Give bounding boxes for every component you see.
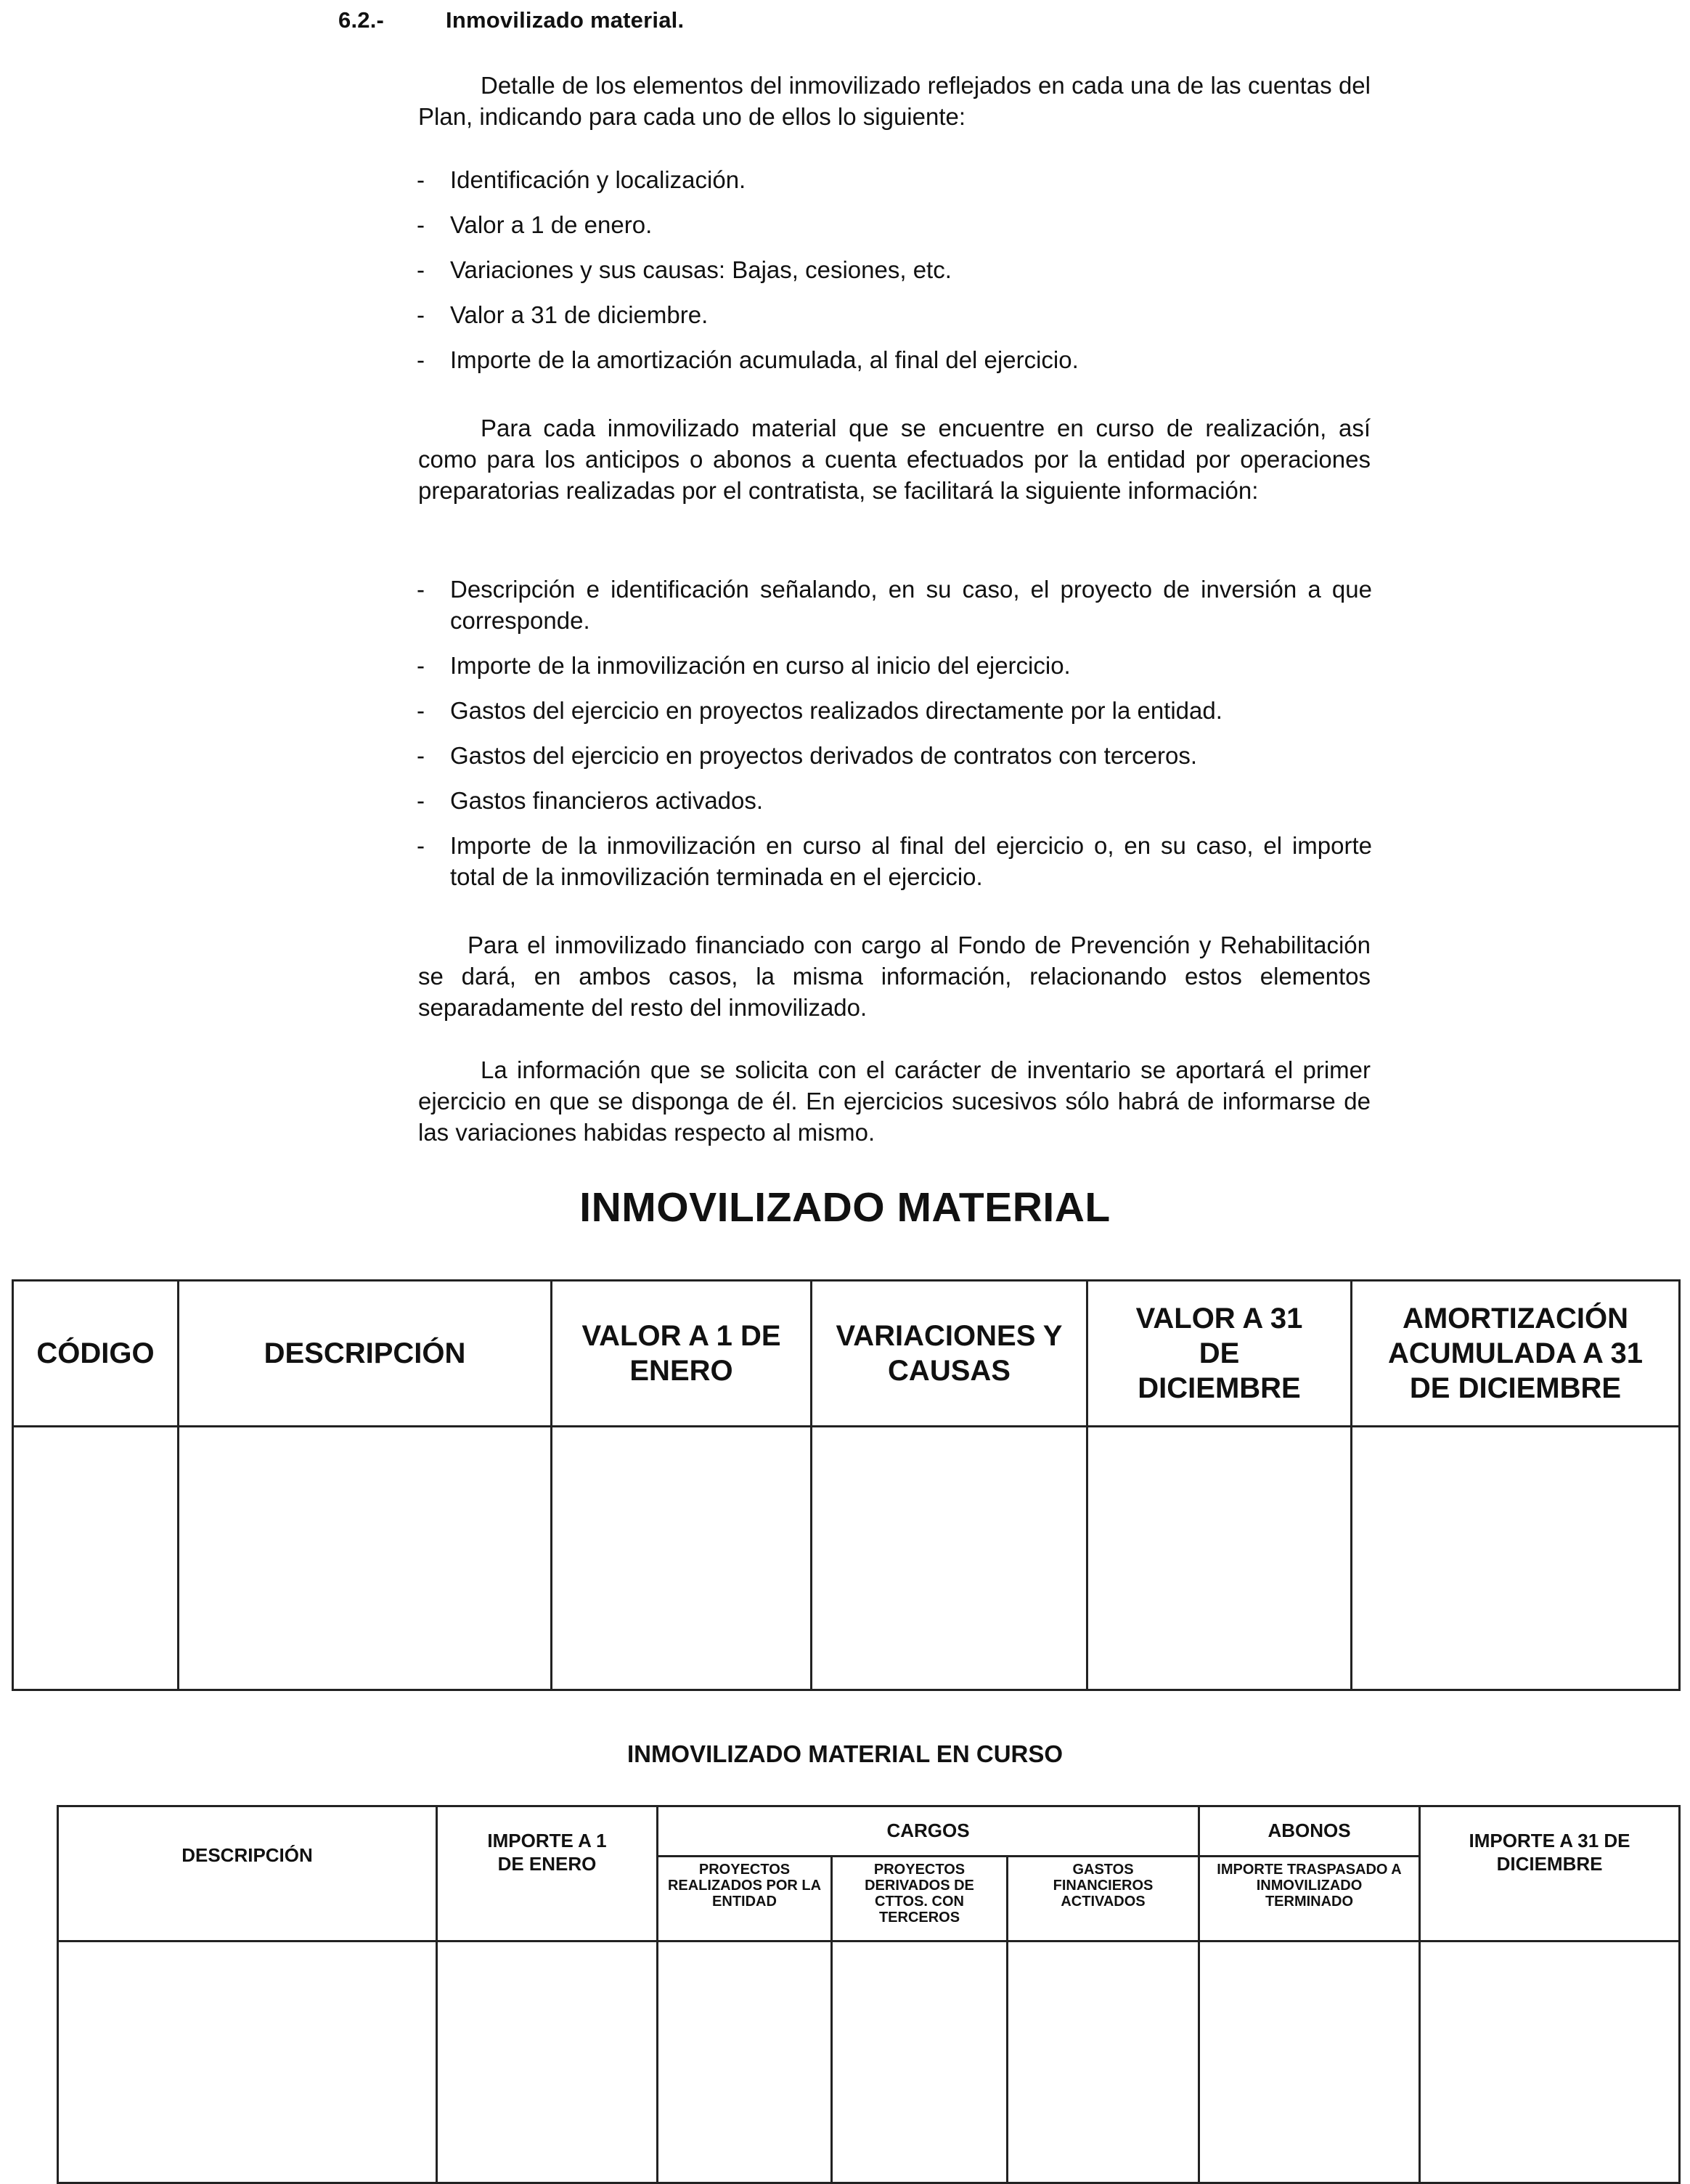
cell [812, 1427, 1087, 1690]
list-item: - Valor a 1 de enero. [417, 211, 653, 238]
list-item: - Identificación y localización. [417, 166, 746, 193]
list-item: - Importe de la amortización acumulada, al final del ejercicio. [417, 346, 1079, 373]
paragraph-en-curso: Para cada inmovilizado material que se encuentre en curso de realización, así como para los anticipos o abonos a cuenta efectuados por la entidad por operaciones preparatorias realizadas por el contratista, se facilitará la siguiente información: [418, 415, 1371, 504]
col-group-abonos: ABONOS [1199, 1806, 1420, 1857]
list-item: - Importe de la inmovilización en curso al final del ejercicio o, en su caso, el importe total de la inmovilización terminada en el ejercicio. [417, 832, 1372, 890]
section-title: Inmovilizado material. [446, 7, 685, 33]
cell [1008, 1941, 1199, 2183]
section-heading [338, 7, 684, 33]
col-header-descripcion: DESCRIPCIÓN [58, 1806, 437, 1941]
section-number: 6.2.- [338, 7, 385, 33]
cell [552, 1427, 812, 1690]
cell [1199, 1941, 1420, 2183]
cell [1352, 1427, 1680, 1690]
cell [179, 1427, 552, 1690]
list-item: - Variaciones y sus causas: Bajas, cesiones, etc. [417, 256, 952, 283]
cell [658, 1941, 832, 2183]
col-header-proyectos-entidad: PROYECTOS REALIZADOS POR LA ENTIDAD [658, 1856, 832, 1941]
col-header-descripcion: DESCRIPCIÓN [179, 1281, 552, 1427]
cell [1087, 1427, 1352, 1690]
table-header-row [13, 1281, 1680, 1427]
list-item: - Valor a 31 de diciembre. [417, 301, 709, 328]
cell [1420, 1941, 1680, 2183]
table-row [58, 1941, 1680, 2183]
inmovilizado-material-table [12, 1279, 1681, 1691]
col-header-proyectos-terceros: PROYECTOS DERIVADOS DE CTTOS. CON TERCEROS [832, 1856, 1008, 1941]
list-item: - Descripción e identificación señalando, en su caso, el proyecto de inversión a que corresponde. [417, 576, 1372, 634]
cell [13, 1427, 179, 1690]
list-item: - Gastos del ejercicio en proyectos realizados directamente por la entidad. [417, 697, 1222, 724]
table2-title: INMOVILIZADO MATERIAL EN CURSO [626, 1740, 1064, 1767]
intro-paragraph: Detalle de los elementos del inmovilizado reflejados en cada una de las cuentas del Plan, indicando para cada uno de ellos lo siguiente: [418, 72, 1371, 130]
col-header-variaciones: VARIACIONES Y CAUSAS [812, 1281, 1087, 1427]
list-item: - Gastos financieros activados. [417, 787, 764, 814]
col-header-codigo: CÓDIGO [13, 1281, 179, 1427]
col-header-gastos-financieros: GASTOS FINANCIEROS ACTIVADOS [1008, 1856, 1199, 1941]
cell [437, 1941, 658, 2183]
col-header-valor-diciembre: VALOR A 31 DE DICIEMBRE [1087, 1281, 1352, 1427]
cell [832, 1941, 1008, 2183]
col-header-importe-enero: IMPORTE A 1 DE ENERO [437, 1806, 658, 1941]
list-item: - Gastos del ejercicio en proyectos derivados de contratos con terceros. [417, 742, 1198, 769]
cell [58, 1941, 437, 2183]
inmovilizado-en-curso-table [57, 1805, 1681, 2184]
paragraph-inventario: La información que se solicita con el carácter de inventario se aportará el primer ejercicio en que se disponga de él. En ejercicios sucesivos sólo habrá de informarse de las variaciones habidas respecto al mismo. [418, 1056, 1371, 1146]
table-header-row [58, 1806, 1680, 1857]
paragraph-fondo: Para el inmovilizado financiado con cargo al Fondo de Prevención y Rehabilitación se dará, en ambos casos, la misma información, relacionando estos elementos separadamente del resto del inmovilizado. [418, 932, 1371, 1021]
col-group-cargos: CARGOS [658, 1806, 1199, 1857]
col-header-amortizacion: AMORTIZACIÓN ACUMULADA A 31 DE DICIEMBRE [1352, 1281, 1680, 1427]
list-en-curso-items [417, 574, 1372, 906]
table1-title: INMOVILIZADO MATERIAL [579, 1184, 1111, 1231]
list-inventory-items [417, 164, 1372, 389]
col-header-importe-diciembre: IMPORTE A 31 DE DICIEMBRE [1420, 1806, 1680, 1941]
col-header-importe-traspasado: IMPORTE TRASPASADO A INMOVILIZADO TERMINADO [1199, 1856, 1420, 1941]
list-item: - Importe de la inmovilización en curso al inicio del ejercicio. [417, 652, 1071, 679]
col-header-valor-enero: VALOR A 1 DE ENERO [552, 1281, 812, 1427]
table-row [13, 1427, 1680, 1690]
